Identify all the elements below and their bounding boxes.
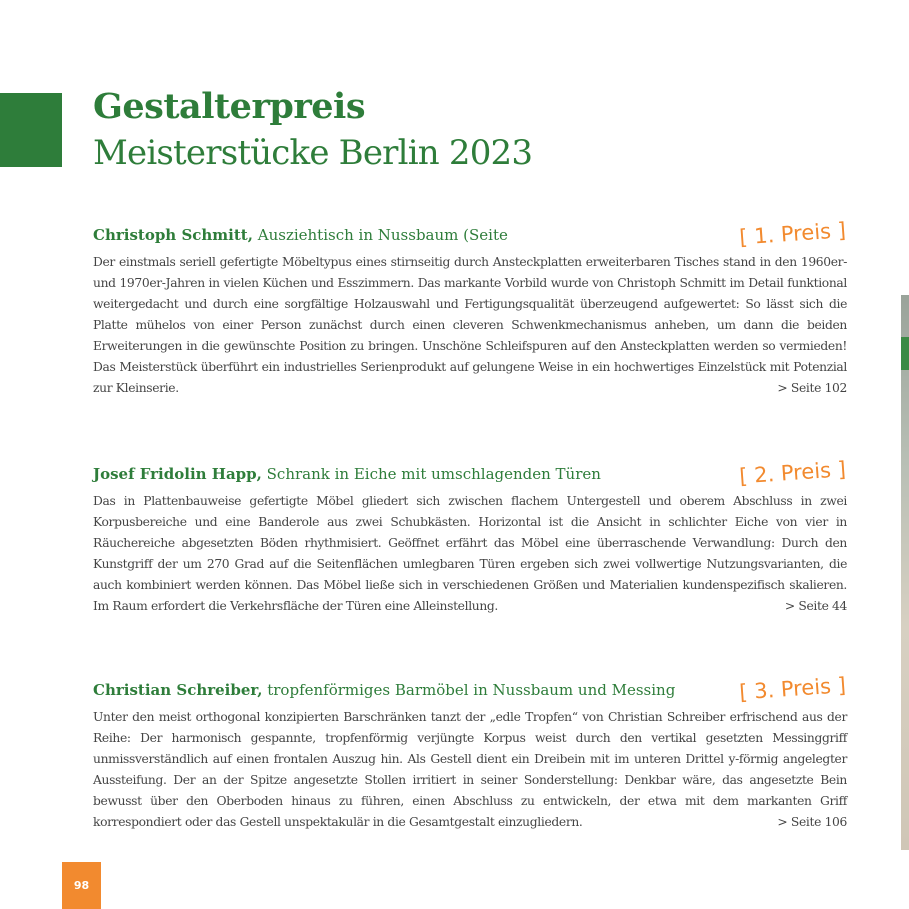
page-reference-link[interactable]: > Seite 44 [784, 599, 847, 613]
entry-text [93, 491, 847, 617]
entry-third-prize [93, 671, 847, 833]
entry-title [93, 681, 675, 699]
page-reference-link[interactable]: > Seite 106 [777, 815, 847, 829]
entry-paragraph: Unter den meist orthogonal konzipierten Barschränken tanzt der „edle Tropfen“ von Christian Schreiber erfrischend aus der Reihe: Der harmonisch gespannte, tropfenförmig verjüngte Korpus weist durch den vertikal gesetzten Messinggriff unmissverständlich auf einen frontalen Auszug hin. Als Gestell dient ein Dreibein mit im unteren Drittel y-förmig angelegter Aussteifung. Der an der Spitze angesetzte Stollen irritiert in seiner Sonderstellung: Denkbar wäre, das angesetzte Bein bewusst über den Oberboden hinaus zu führen, einen Abschluss zu entwickeln, der etwa mit dem markanten Griff korrespondiert oder das Gestell unspektakulär in die Gesamtgestalt einzugliedern. [93, 710, 847, 829]
entry-description: Ausziehtisch in Nussbaum (Seite [257, 226, 508, 244]
entry-author: Josef Fridolin Happ, [93, 465, 262, 483]
page-number-badge: 98 [62, 862, 101, 909]
entry-author: Christoph Schmitt, [93, 226, 253, 244]
page-subtitle: Meisterstücke Berlin 2023 [93, 133, 533, 173]
adjacent-page-image-edge [901, 295, 909, 850]
entry-heading [93, 455, 847, 489]
adjacent-page-green-tab [901, 337, 909, 370]
entry-paragraph: Der einstmals seriell gefertigte Möbeltypus eines stirnseitig durch Ansteckplatten erweiterbaren Tisches stand in den 1960er- und 1970er-Jahren in vielen Küchen und Esszimmern. Das markante Vorbild wurde von Christoph Schmitt im Detail funktional weitergedacht und durch eine sorgfältige Holzauswahl und Fertigungsqualität überzeugend aufgewertet: So lässt sich die Platte mühelos von einer Person zunächst durch einen cleveren Schwenkmechanismus anheben, um dann die beiden Erweiterungen in die gewünschte Position zu bringen. Unschöne Schleifspuren auf den Ansteckplatten werden so vermieden! Das Meisterstück überführt ein industrielles Serienprodukt auf gelungene Weise in ein hochwertiges Einzelstück mit Potenzial zur Kleinserie. [93, 255, 847, 395]
entry-heading [93, 671, 847, 705]
page-title: Gestalterpreis [93, 86, 366, 127]
prize-label: [ 1. Preis ] [738, 218, 847, 250]
page-reference-link[interactable]: > Seite 102 [777, 381, 847, 395]
entry-author: Christian Schreiber, [93, 681, 263, 699]
entry-title [93, 465, 601, 483]
entry-description: Schrank in Eiche mit umschlagenden Türen [266, 465, 601, 483]
entry-first-prize [93, 216, 847, 399]
entry-second-prize [93, 455, 847, 617]
entry-paragraph: Das in Plattenbauweise gefertigte Möbel gliedert sich zwischen flachem Untergestell und oberem Abschluss in zwei Korpusbereiche und eine Banderole aus zwei Schubkästen. Horizontal ist die Ansicht in schlichter Eiche von vier in Räuchereiche abgesetzten Böden rhythmisiert. Geöffnet erfährt das Möbel eine überraschende Verwandlung: Durch den Kunstgriff der um 270 Grad auf die Seitenflächen umlegbaren Türen ergeben sich zwei vollwertige Nutzungsvarianten, die auch kombiniert werden können. Das Möbel ließe sich in verschiedenen Größen und Materialien kundenspezifisch skalieren. Im Raum erfordert die Verkehrsfläche der Türen eine Alleinstellung. [93, 494, 847, 613]
entry-description: tropfenförmiges Barmöbel in Nussbaum und Messing [267, 681, 676, 699]
prize-label: [ 2. Preis ] [738, 457, 847, 489]
green-accent-block [0, 93, 62, 167]
entry-text [93, 707, 847, 833]
entry-title [93, 226, 508, 244]
entry-heading [93, 216, 847, 250]
prize-label: [ 3. Preis ] [738, 673, 847, 705]
entry-text [93, 252, 847, 399]
